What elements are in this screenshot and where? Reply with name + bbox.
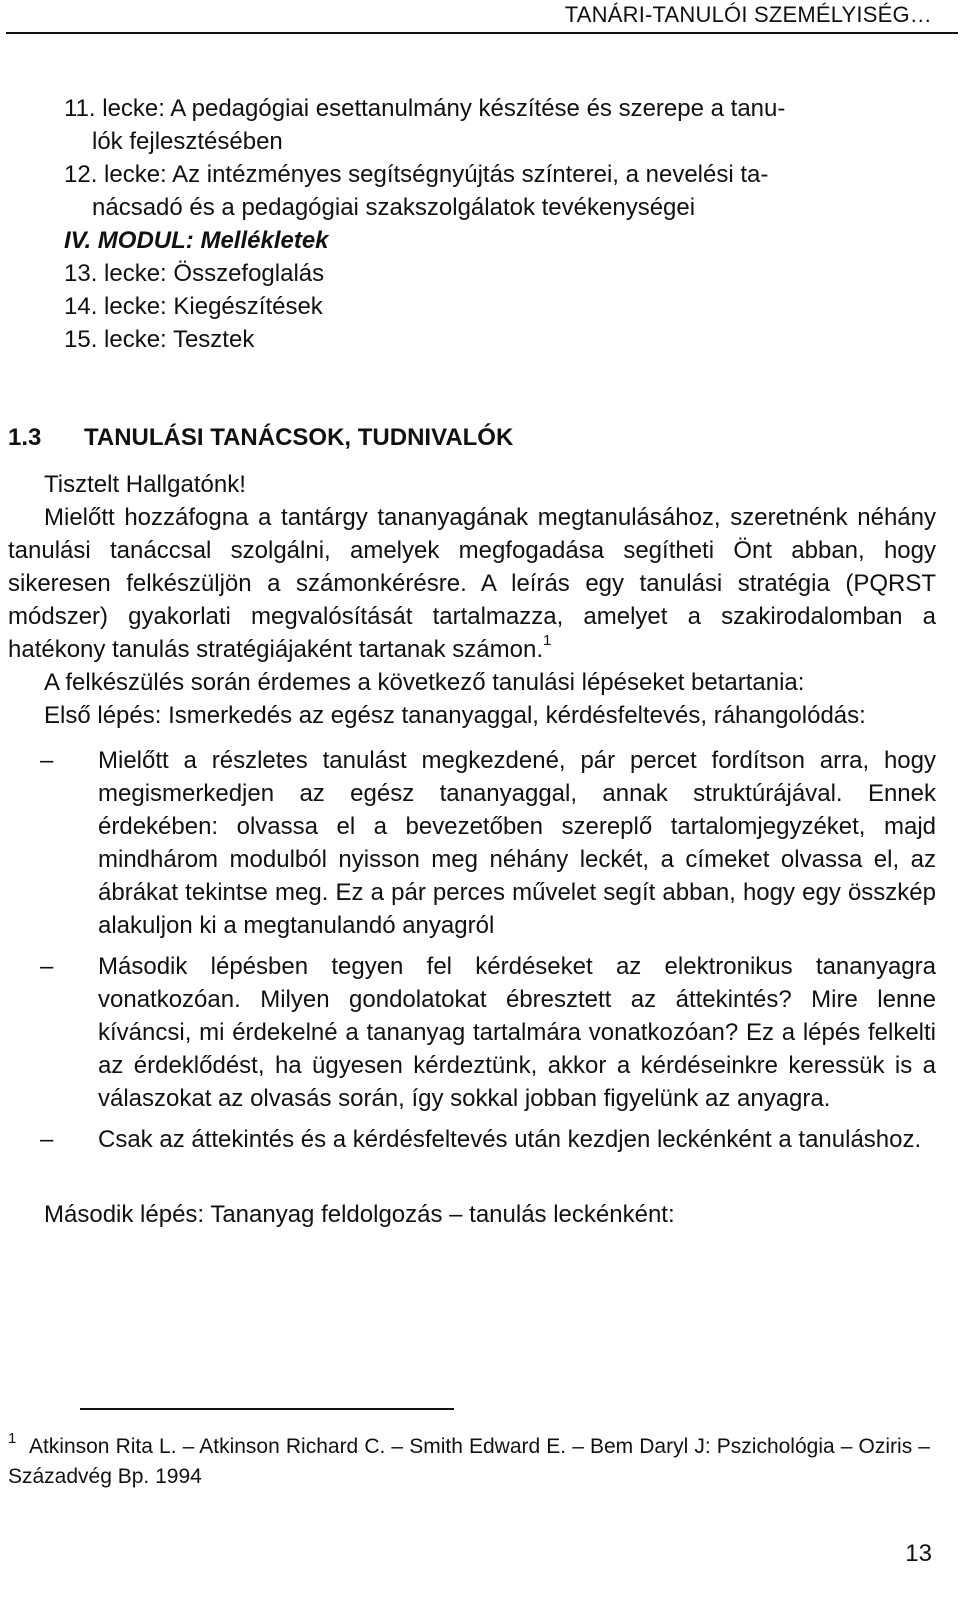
footnote-rule xyxy=(80,1408,454,1410)
dash-bullet: – xyxy=(40,953,54,980)
list-item xyxy=(8,950,936,1115)
toc-item xyxy=(64,92,938,158)
toc-lesson: 13. lecke: Összefoglalás xyxy=(64,260,325,287)
first-step-heading: Első lépés: Ismerkedés az egész tananyaggal, kérdésfeltevés, ráhangolódás: xyxy=(44,702,866,729)
footnote xyxy=(8,1424,930,1492)
page-number: 13 xyxy=(905,1540,932,1567)
table-of-contents xyxy=(64,92,938,356)
section-heading xyxy=(8,424,513,452)
list-item xyxy=(8,1123,936,1156)
toc-module-heading: IV. MODUL: Mellékletek xyxy=(64,227,329,254)
toc-item-line: 12. lecke: Az intézményes segítségnyújtás színterei, a nevelési ta- xyxy=(64,161,769,188)
list-item-text: Második lépésben tegyen fel kérdéseket az elektronikus tananyagra vonatkozóan. Milyen gondolatokat ébresztett az áttekintés? Mire lenne kíváncsi, mi érdekelné a tananyag tartalmára vonatkozóan? Ez a lépés felkelti az érdeklődést, ha ügyesen kérdeztünk, akkor a kérdéseinkre keressük is a válaszokat az olvasás során, így sokkal jobban figyelünk az anyagra. xyxy=(98,953,936,1112)
toc-lesson: 15. lecke: Tesztek xyxy=(64,326,255,353)
dash-bullet: – xyxy=(40,747,54,774)
footnote-text: Atkinson Rita L. – Atkinson Richard C. – Smith Edward E. – Bem Daryl J: Pszichológia – Oziris – Századvég Bp. 1994 xyxy=(8,1435,930,1488)
footnote-reference: 1 xyxy=(542,632,552,649)
toc-lesson: 14. lecke: Kiegészítések xyxy=(64,293,323,320)
intro-text: Mielőtt hozzáfogna a tantárgy tananyagának megtanulásához, szeretnénk néhány tanulási tanáccsal szolgálni, amelyek megfogadása segítheti Önt abban, hogy sikeresen felkészüljön a számonkérésre. A leírás egy tanulási stratégia (PQRST módszer) gyakorlati megvalósítását tartalmazza, amelyet a szakirodalomban a hatékony tanulás stratégiájaként tartanak számon. xyxy=(8,504,936,663)
toc-item-continuation: lók fejlesztésében xyxy=(92,128,283,155)
list-item xyxy=(8,744,936,942)
list-item-text: Mielőtt a részletes tanulást megkezdené, pár percet fordítson arra, hogy megismerkedjen az egész tananyaggal, annak struktúrájával. Ennek érdekében: olvassa el a bevezetőben szereplő tartalomjegyzéket, majd mindhárom modulból nyisson meg néhány leckét, a címeket olvassa el, az ábrákat tekintse meg. Ez a pár perces művelet segít abban, hogy egy összkép alakuljon ki a megtanulandó anyagról xyxy=(98,747,936,939)
second-step-heading: Második lépés: Tananyag feldolgozás – tanulás leckénként: xyxy=(44,1201,675,1228)
toc-item-line: 11. lecke: A pedagógiai esettanulmány készítése és szerepe a tanu- xyxy=(64,95,786,122)
body-text xyxy=(8,468,936,1231)
dash-bullet: – xyxy=(40,1126,54,1153)
toc-item xyxy=(64,158,938,224)
list-item-text: Csak az áttekintés és a kérdésfeltevés után kezdjen leckénként a tanuláshoz. xyxy=(98,1126,922,1153)
footnote-mark: 1 xyxy=(8,1430,17,1447)
running-header: TANÁRI-TANULÓI SZEMÉLYISÉG… xyxy=(564,2,932,27)
steps-intro: A felkészülés során érdemes a következő tanulási lépéseket betartania: xyxy=(44,669,805,696)
first-step-list xyxy=(8,744,936,1156)
intro-paragraph xyxy=(8,501,936,666)
toc-item-continuation: nácsadó és a pedagógiai szakszolgálatok tevékenységei xyxy=(92,194,696,221)
greeting: Tisztelt Hallgatónk! xyxy=(44,471,246,498)
header-rule xyxy=(6,32,958,34)
section-title: TANULÁSI TANÁCSOK, TUDNIVALÓK xyxy=(84,424,514,451)
section-number: 1.3 xyxy=(8,424,42,451)
